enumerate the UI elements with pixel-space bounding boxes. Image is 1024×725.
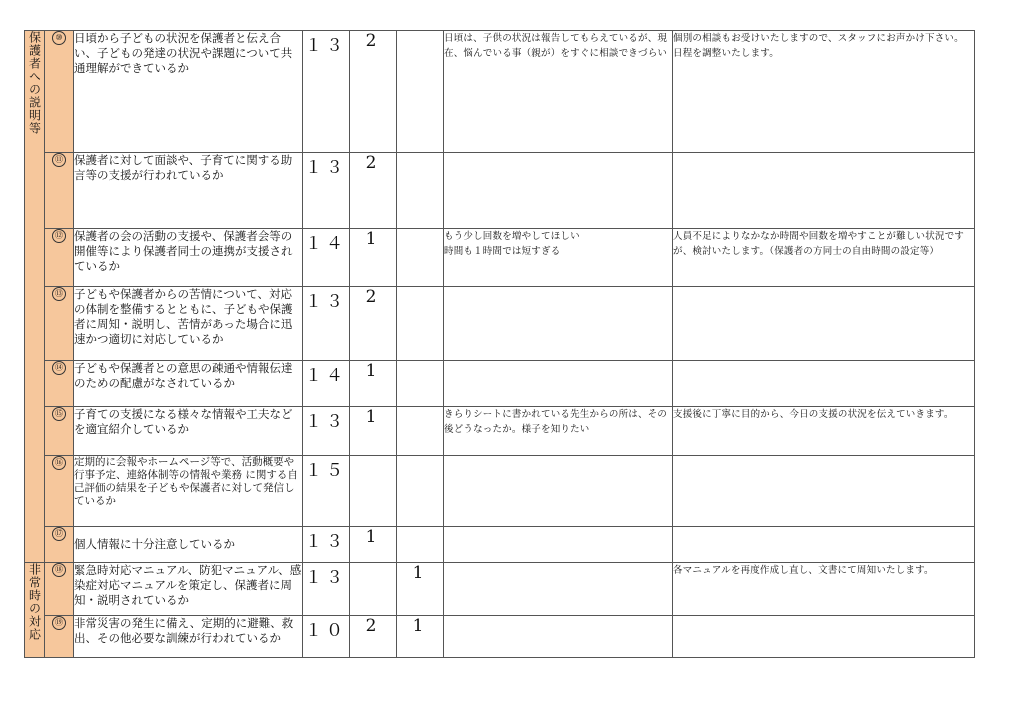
- question-cell: 子どもや保護者からの苦情について、対応の体制を整備するとともに、子どもや保護者に周知・説明し、苦情があった場合に迅速かつ適切に対応しているか: [74, 287, 303, 361]
- row-number: ⑮: [45, 407, 74, 456]
- no-count: [397, 31, 444, 153]
- table-row: [25, 407, 975, 456]
- facility-response: [673, 527, 975, 563]
- category-label: 非常時の対応: [27, 563, 42, 641]
- category-emergency: [25, 563, 45, 658]
- category-label: 保護者への説明等: [27, 31, 42, 135]
- parent-opinion: [444, 527, 673, 563]
- table-row: [25, 287, 975, 361]
- facility-response: [673, 616, 975, 658]
- neutral-count: 1: [350, 229, 397, 287]
- yes-count: １３: [303, 527, 350, 563]
- neutral-count: [350, 456, 397, 527]
- no-count: 1: [397, 616, 444, 658]
- parent-opinion: [444, 563, 673, 616]
- no-count: [397, 153, 444, 229]
- parent-opinion: きらりシートに書かれている先生からの所は、その後どうなったか。様子を知りたい: [444, 407, 673, 456]
- row-number: ⑬: [45, 287, 74, 361]
- facility-response: 人員不足によりなかなか時間や回数を増やすことが難しい状況ですが、検討いたします。（保護者の方同士の自由時間の設定等）: [673, 229, 975, 287]
- yes-count: １３: [303, 563, 350, 616]
- yes-count: １５: [303, 456, 350, 527]
- neutral-count: 2: [350, 287, 397, 361]
- yes-count: １３: [303, 407, 350, 456]
- facility-response: [673, 153, 975, 229]
- table-row: [25, 563, 975, 616]
- no-count: 1: [397, 563, 444, 616]
- facility-response: 支援後に丁寧に目的から、今日の支援の状況を伝えていきます。: [673, 407, 975, 456]
- neutral-count: [350, 563, 397, 616]
- question-cell: 子育ての支援になる様々な情報や工夫などを適宜紹介しているか: [74, 407, 303, 456]
- question-cell: 子どもや保護者との意思の疎通や情報伝達のための配慮がなされているか: [74, 361, 303, 407]
- table-row: [25, 361, 975, 407]
- no-count: [397, 361, 444, 407]
- question-cell: 非常災害の発生に備え、定期的に避難、救出、その他必要な訓練が行われているか: [74, 616, 303, 658]
- parent-opinion: [444, 616, 673, 658]
- yes-count: １０: [303, 616, 350, 658]
- parent-opinion: 日頃は、子供の状況は報告してもらえているが、現在、悩んでいる事（親が）をすぐに相談できづらい: [444, 31, 673, 153]
- facility-response: 各マニュアルを再度作成し直し、文書にて周知いたします。: [673, 563, 975, 616]
- yes-count: １３: [303, 287, 350, 361]
- facility-response: [673, 361, 975, 407]
- question-cell: 保護者の会の活動の支援や、保護者会等の 開催等により保護者同士の連携が支援されているか: [74, 229, 303, 287]
- row-number: ⑲: [45, 616, 74, 658]
- question-cell: 個人情報に十分注意しているか: [74, 527, 303, 563]
- table-row: [25, 616, 975, 658]
- no-count: [397, 527, 444, 563]
- row-number: ⑫: [45, 229, 74, 287]
- row-number: ⑰: [45, 527, 74, 563]
- parent-opinion: [444, 456, 673, 527]
- parent-opinion: [444, 361, 673, 407]
- parent-opinion: [444, 287, 673, 361]
- yes-count: １３: [303, 31, 350, 153]
- neutral-count: 1: [350, 361, 397, 407]
- parent-opinion: もう少し回数を増やしてほしい 時間も１時間では短すぎる: [444, 229, 673, 287]
- facility-response: [673, 287, 975, 361]
- question-cell: 定期的に会報やホームページ等で、活動概要や行事予定、連絡体制等の情報や業務 に関する自己評価の結果を子どもや保護者に対して発信しているか: [74, 456, 303, 527]
- question-cell: 緊急時対応マニュアル、防犯マニュアル、感染症対応マニュアルを策定し、保護者に周知・説明されているか: [74, 563, 303, 616]
- table-row: [25, 153, 975, 229]
- yes-count: １４: [303, 361, 350, 407]
- neutral-count: 2: [350, 153, 397, 229]
- row-number: ⑪: [45, 153, 74, 229]
- neutral-count: 1: [350, 527, 397, 563]
- table-row: [25, 456, 975, 527]
- evaluation-table: [24, 30, 975, 658]
- no-count: [397, 287, 444, 361]
- table-row: [25, 527, 975, 563]
- row-number: ⑱: [45, 563, 74, 616]
- no-count: [397, 407, 444, 456]
- question-cell: 保護者に対して面談や、子育てに関する助言等の支援が行われているか: [74, 153, 303, 229]
- facility-response: [673, 456, 975, 527]
- yes-count: １３: [303, 153, 350, 229]
- neutral-count: 2: [350, 616, 397, 658]
- table-row: [25, 229, 975, 287]
- category-parents: [25, 31, 45, 563]
- no-count: [397, 229, 444, 287]
- table-row: [25, 31, 975, 153]
- row-number: ⑩: [45, 31, 74, 153]
- neutral-count: 2: [350, 31, 397, 153]
- no-count: [397, 456, 444, 527]
- question-cell: 日頃から子どもの状況を保護者と伝え合い、子どもの発達の状況や課題について共通理解ができているか: [74, 31, 303, 153]
- facility-response: 個別の相談もお受けいたしますので、スタッフにお声かけ下さい。 日程を調整いたします。: [673, 31, 975, 153]
- parent-opinion: [444, 153, 673, 229]
- yes-count: １４: [303, 229, 350, 287]
- neutral-count: 1: [350, 407, 397, 456]
- row-number: ⑯: [45, 456, 74, 527]
- row-number: ⑭: [45, 361, 74, 407]
